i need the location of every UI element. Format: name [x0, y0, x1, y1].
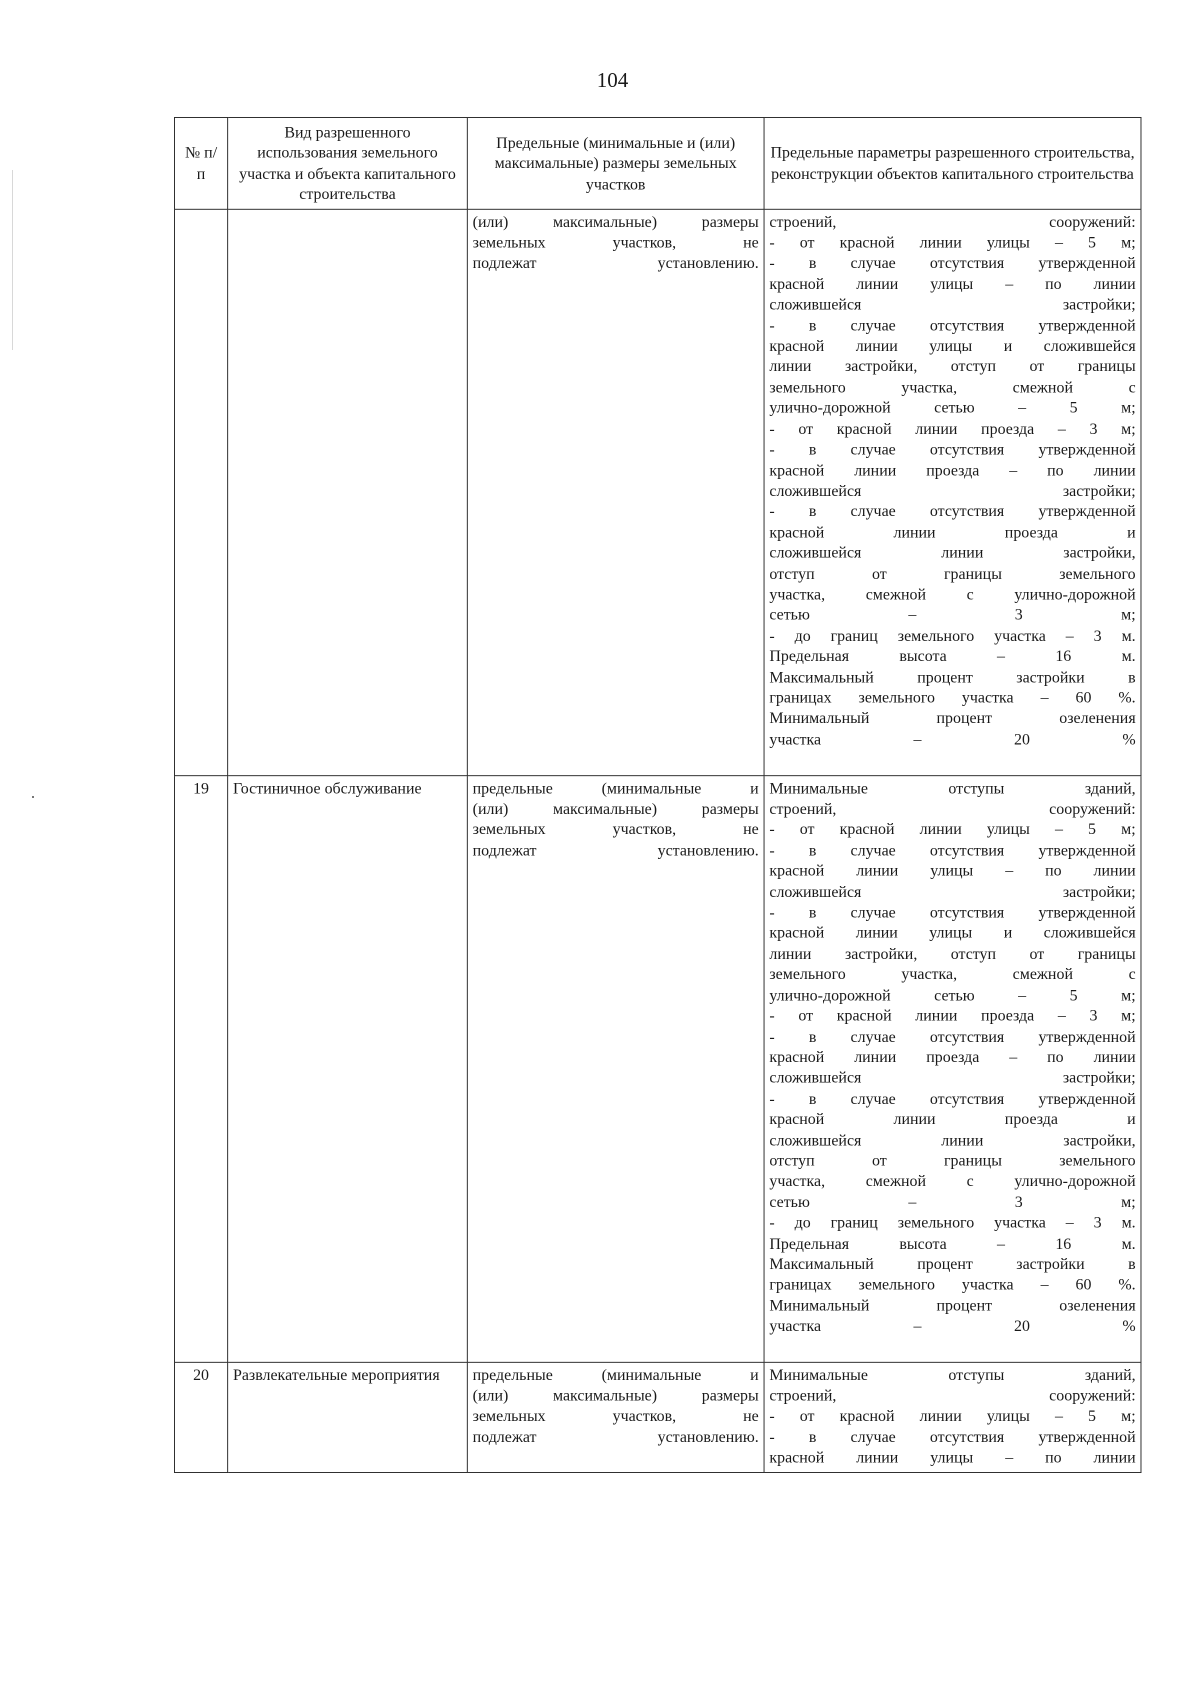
text-line: сетью – 3 м;: [769, 605, 1136, 624]
text-line: - от красной линии проезда – 3 м;: [769, 419, 1136, 438]
text-line: предельные (минимальные и: [472, 1365, 759, 1384]
text-line: линии застройки, отступ от границы: [769, 944, 1136, 963]
text-line: подлежат установлению.: [472, 840, 759, 860]
row-construction-params: [764, 775, 1141, 1362]
text-line: красной линии проезда – по линии: [769, 460, 1136, 479]
text-line: - в случае отсутствия утвержденной: [769, 1089, 1136, 1108]
text-line: улично-дорожной сетью – 5 м;: [769, 985, 1136, 1004]
text-line: границах земельного участка – 60 %.: [769, 1275, 1136, 1294]
text-line: красной линии улицы – по линии: [769, 1448, 1136, 1467]
scan-edge-mark: [12, 170, 13, 350]
text-line: красной линии улицы и сложившейся: [769, 336, 1136, 355]
text-line: - от красной линии улицы – 5 м;: [769, 820, 1136, 839]
text-line: участка, смежной с улично-дорожной: [769, 1171, 1136, 1191]
text-line: сложившейся застройки;: [769, 481, 1136, 500]
header-use-type: Вид разрешенного использования земельного участка и объекта капитального строительства: [228, 117, 468, 208]
text-line: земельного участка, смежной с: [769, 964, 1136, 984]
row-plot-size: [467, 209, 764, 775]
text-line: (или) максимальные) размеры: [472, 212, 759, 231]
text-line: сложившейся линии застройки,: [769, 543, 1136, 562]
text-line: строений, сооружений:: [769, 212, 1136, 231]
table-row: [174, 775, 1141, 1362]
text-line: сложившейся линии застройки,: [769, 1130, 1136, 1149]
text-line: Максимальный процент застройки в: [769, 1254, 1136, 1273]
text-line: (или) максимальные) размеры: [472, 1386, 759, 1405]
text-line: линии застройки, отступ от границы: [769, 357, 1136, 376]
header-number: № п/п: [174, 117, 227, 208]
text-line: - до границ земельного участка – 3 м.: [769, 1213, 1136, 1232]
text-line: красной линии улицы и сложившейся: [769, 923, 1136, 942]
row-construction-params: [764, 209, 1141, 775]
scan-speck: [32, 796, 34, 798]
text-line: земельных участков, не: [472, 233, 759, 252]
text-line: - в случае отсутствия утвержденной: [769, 902, 1136, 922]
table-body: [174, 209, 1141, 1472]
text-line: - от красной линии улицы – 5 м;: [769, 233, 1136, 252]
text-line: - в случае отсутствия утвержденной: [769, 840, 1136, 860]
row-number: 19: [174, 775, 227, 1362]
text-line: красной линии улицы – по линии: [769, 861, 1136, 880]
regulations-table: [174, 117, 1141, 1473]
row-number: [174, 209, 227, 775]
text-line: земельных участков, не: [472, 820, 759, 839]
text-line: Максимальный процент застройки в: [769, 667, 1136, 686]
text-line: красной линии улицы – по линии: [769, 274, 1136, 293]
text-line: Минимальные отступы зданий,: [769, 1365, 1136, 1384]
text-line: границах земельного участка – 60 %.: [769, 688, 1136, 707]
text-line: красной линии проезда и: [769, 1109, 1136, 1129]
text-line: предельные (минимальные и: [472, 778, 759, 798]
text-line: Предельная высота – 16 м.: [769, 646, 1136, 666]
text-line: - от красной линии улицы – 5 м;: [769, 1406, 1136, 1426]
text-line: строений, сооружений:: [769, 1386, 1136, 1405]
table-row: [174, 1362, 1141, 1472]
text-line: участка, смежной с улично-дорожной: [769, 584, 1136, 604]
row-use-type: [228, 209, 468, 775]
text-line: строений, сооружений:: [769, 799, 1136, 818]
text-line: сложившейся застройки;: [769, 295, 1136, 314]
text-line: (или) максимальные) размеры: [472, 799, 759, 818]
text-line: - от красной линии проезда – 3 м;: [769, 1006, 1136, 1025]
row-use-type: Гостиничное обслуживание: [228, 775, 468, 1362]
header-construction-params: Предельные параметры разрешенного строительства, реконструкции объектов капитального строительства: [764, 117, 1141, 208]
text-line: - в случае отсутствия утвержденной: [769, 1427, 1136, 1446]
text-line: - в случае отсутствия утвержденной: [769, 501, 1136, 521]
text-line: красной линии проезда – по линии: [769, 1047, 1136, 1067]
text-line: подлежат установлению.: [472, 253, 759, 273]
row-number: 20: [174, 1362, 227, 1472]
text-line: земельного участка, смежной с: [769, 377, 1136, 397]
text-line: Предельная высота – 16 м.: [769, 1233, 1136, 1253]
text-line: - в случае отсутствия утвержденной: [769, 253, 1136, 273]
text-line: сетью – 3 м;: [769, 1192, 1136, 1211]
text-line: красной линии проезда и: [769, 522, 1136, 542]
text-line: Минимальный процент озеленения: [769, 1295, 1136, 1315]
text-line: - в случае отсутствия утвержденной: [769, 439, 1136, 459]
text-line: отступ от границы земельного: [769, 1151, 1136, 1170]
text-line: сложившейся застройки;: [769, 882, 1136, 901]
row-construction-params: [764, 1362, 1141, 1472]
row-plot-size: [467, 1362, 764, 1472]
text-line: Минимальный процент озеленения: [769, 708, 1136, 728]
text-line: - до границ земельного участка – 3 м.: [769, 626, 1136, 645]
text-line: сложившейся застройки;: [769, 1068, 1136, 1087]
row-plot-size: [467, 775, 764, 1362]
text-line: - в случае отсутствия утвержденной: [769, 315, 1136, 335]
header-plot-size: Предельные (минимальные и (или) максимальные) размеры земельных участков: [467, 117, 764, 208]
page-number: 104: [596, 68, 629, 92]
text-line: отступ от границы земельного: [769, 564, 1136, 583]
row-use-type: Развлекательные мероприятия: [228, 1362, 468, 1472]
table-row: [174, 209, 1141, 775]
text-line: подлежат установлению.: [472, 1427, 759, 1446]
text-line: улично-дорожной сетью – 5 м;: [769, 398, 1136, 417]
text-line: - в случае отсутствия утвержденной: [769, 1026, 1136, 1046]
table-header-row: [174, 117, 1141, 208]
text-line: участка – 20 %: [769, 1316, 1136, 1335]
text-line: земельных участков, не: [472, 1406, 759, 1426]
text-line: участка – 20 %: [769, 729, 1136, 748]
text-line: Минимальные отступы зданий,: [769, 778, 1136, 798]
